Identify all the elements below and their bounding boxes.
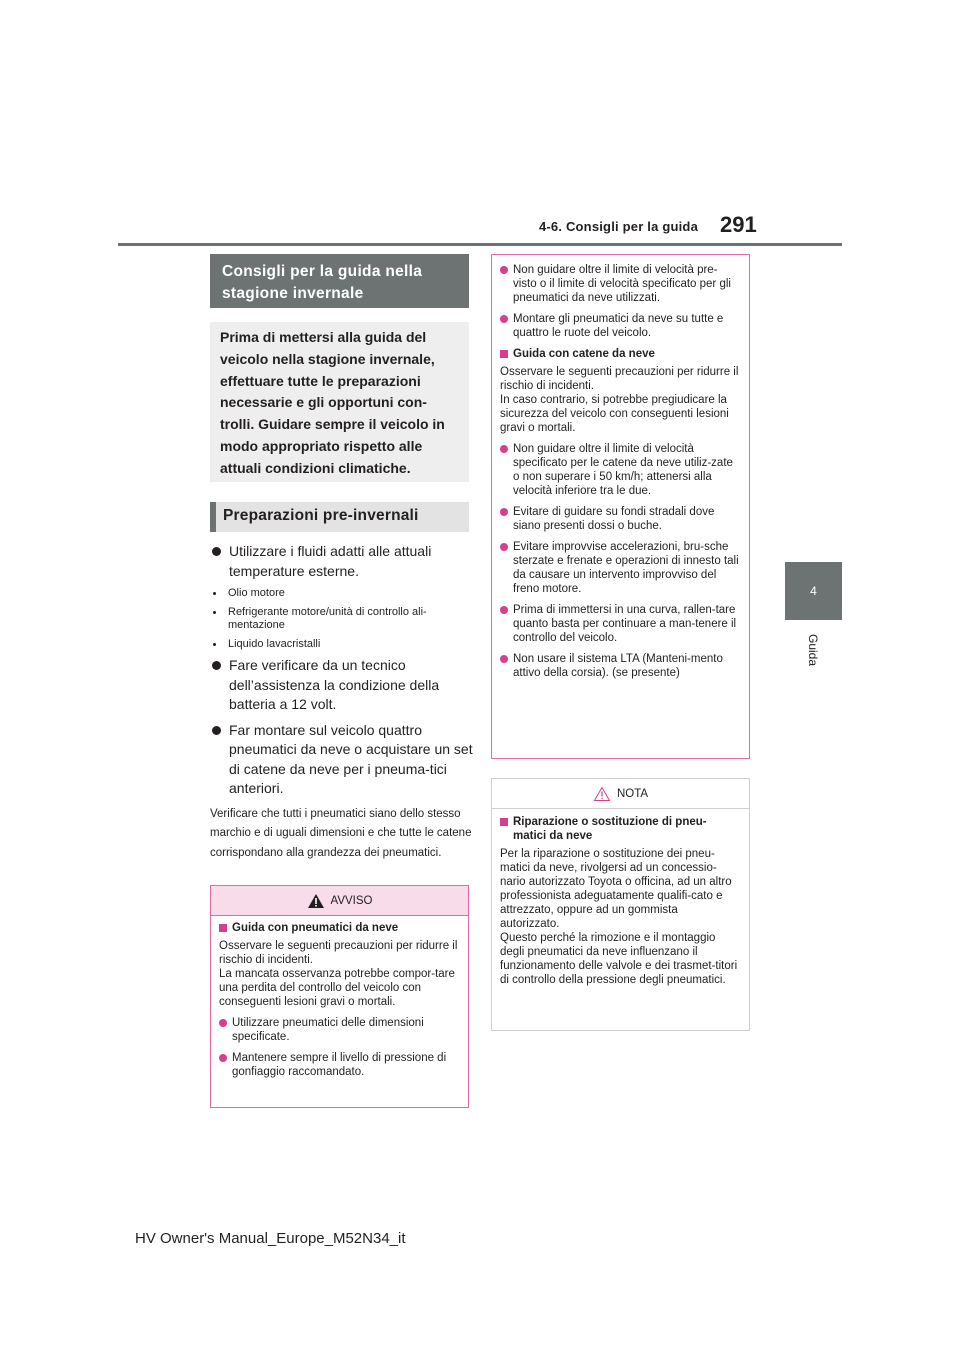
warning-item [500, 442, 739, 498]
warning-item [500, 540, 739, 596]
warning-item-text: Evitare di guidare su fondi stradali dove siano presenti dossi o buche. [513, 506, 715, 532]
fluid-item [210, 638, 475, 652]
warning-item-text: Prima di immettersi in una curva, rallen-tare quanto basta per continuare a man-tenere il controllo del veicolo. [513, 604, 737, 644]
pink-dot-icon [500, 655, 508, 663]
chapter-label-text: Guida [806, 633, 821, 667]
page-number: 291 [720, 212, 757, 237]
warning-item-text: Evitare improvvise accelerazioni, bru-sche sterzate e frenate e operazioni di innesto tali da causare un intervento improvviso del freno motore. [513, 541, 739, 595]
note-box-body [492, 809, 749, 1000]
bullet-text: Fare verificare da un tecnico dell’assistenza la condizione della batteria a 12 volt. [229, 657, 440, 712]
square-bullet-icon [219, 924, 227, 932]
chains-subheading [500, 347, 739, 361]
warning-item [500, 263, 739, 305]
warning-item-text: Montare gli pneumatici da neve su tutte e quattro le ruote del veicolo. [513, 313, 724, 339]
preparations-list [210, 542, 475, 863]
bullet-item [210, 721, 475, 799]
chains-text: Osservare le seguenti precauzioni per ridurre il rischio di incidenti. In caso contrario, si potrebbe pregiudicare la sicurezza del veicolo con conseguenti lesioni gravi o mortali. [500, 366, 739, 434]
tires-note: Verificare che tutti i pneumatici siano dello stesso marchio e di uguali dimensioni e che tutte le catene corrispondano alla grandezza dei pneumatici. [210, 807, 472, 859]
pink-dot-icon [219, 1019, 227, 1027]
warning-item [500, 312, 739, 340]
small-dot-icon [213, 592, 216, 595]
pink-dot-icon [500, 315, 508, 323]
warning-item-text: Non guidare oltre il limite di velocità pre-visto o il limite di velocità specificato per gli pneumatici da neve utilizzati. [513, 264, 731, 304]
warning-item-text: Non usare il sistema LTA (Manteni-mento attivo della corsia). (se presente) [513, 653, 723, 679]
pink-dot-icon [500, 543, 508, 551]
pink-dot-icon [500, 266, 508, 274]
warning-item-text: Utilizzare pneumatici delle dimensioni specificate. [232, 1017, 424, 1043]
square-bullet-icon [500, 818, 508, 826]
fluid-text: Refrigerante motore/unità di controllo ali-mentazione [228, 605, 427, 631]
fluid-item [210, 587, 475, 601]
warning-box-body [211, 916, 468, 1092]
fluids-list [210, 587, 475, 651]
fluid-text: Olio motore [228, 587, 285, 599]
warning-item [500, 652, 739, 680]
note-text: Per la riparazione o sostituzione dei pneu-matici da neve, rivolgersi ad un concessio-nario autorizzato Toyota o officina, ad un altro professionista adeguatamente qualifi-cato e attrezzato, oppure ad un gommista autorizzato. Questo perché la rimozione e il montaggio degli pneumatici da neve influenzano il funzionamento delle valvole e dei trasmet-titori di controllo della pressione degli pneumatici. [500, 848, 738, 986]
header-divider [118, 243, 842, 246]
warning-item [500, 505, 739, 533]
bullet-dot-icon [212, 661, 221, 670]
chains-subheading-text: Guida con catene da neve [513, 348, 655, 360]
warning-text: Osservare le seguenti precauzioni per ridurre il rischio di incidenti. La mancata osservanza potrebbe compor-tare una perdita del controllo del veicolo con conseguenti lesioni gravi o mortali. [219, 940, 458, 1008]
bullet-dot-icon [212, 726, 221, 735]
sub-heading: Preparazioni pre-invernali [210, 502, 469, 532]
bullet-text: Far montare sul veicolo quattro pneumatici da neve o acquistare un set di catene da neve per i pneuma-tici anteriori. [229, 721, 473, 796]
chapter-tab: 4 [785, 562, 842, 620]
pink-dot-icon [500, 445, 508, 453]
note-subheading [500, 815, 739, 843]
pink-dot-icon [500, 508, 508, 516]
bullet-item [210, 656, 475, 715]
bullet-text: Utilizzare i fluidi adatti alle attuali temperature esterne. [229, 543, 432, 579]
warning-box [210, 885, 469, 1108]
warning-item [219, 1051, 458, 1079]
warning-item-text: Mantenere sempre il livello di pressione di gonfiaggio raccomandato. [232, 1052, 447, 1078]
warning-item-text: Non guidare oltre il limite di velocità specificato per le catene da neve utiliz-zate o non superare i 50 km/h; attenersi alla velocità inferiore tra le due. [513, 443, 733, 497]
caution-triangle-icon [593, 786, 611, 802]
section-title: 4-6. Consigli per la guida [538, 219, 698, 234]
note-box-header [492, 779, 749, 809]
square-bullet-icon [500, 350, 508, 358]
warning-box-header [211, 886, 468, 916]
bullet-dot-icon [212, 547, 221, 556]
pink-dot-icon [500, 606, 508, 614]
intro-box: Prima di mettersi alla guida del veicolo nella stagione invernale, effettuare tutte le preparazioni necessarie e gli opportuni con-trolli. Guidare sempre il veicolo in modo appropriato rispetto alle attuali condizioni climatiche. [210, 322, 469, 482]
main-heading: Consigli per la guida nella stagione invernale [210, 254, 469, 308]
footer-manual-id: HV Owner's Manual_Europe_M52N34_it [135, 1230, 406, 1247]
note-title: NOTA [616, 787, 649, 800]
bullet-item [210, 542, 475, 581]
note-box [491, 778, 750, 1031]
small-dot-icon [213, 611, 216, 614]
fluid-item [210, 606, 475, 633]
fluid-text: Liquido lavacristalli [228, 637, 321, 650]
warning-triangle-icon [307, 893, 325, 909]
warning-subheading [219, 921, 458, 935]
warning-title: AVVISO [330, 894, 373, 907]
note-subheading-text: Riparazione o sostituzione di pneu-matici da neve [513, 816, 707, 842]
small-dot-icon [213, 643, 216, 646]
warning-box-continued [491, 254, 750, 759]
warning-item [219, 1016, 458, 1044]
warning-item [500, 603, 739, 645]
warning-subheading-text: Guida con pneumatici da neve [232, 922, 399, 934]
warning-continued-body [492, 255, 749, 693]
pink-dot-icon [219, 1054, 227, 1062]
chapter-label [785, 630, 842, 670]
